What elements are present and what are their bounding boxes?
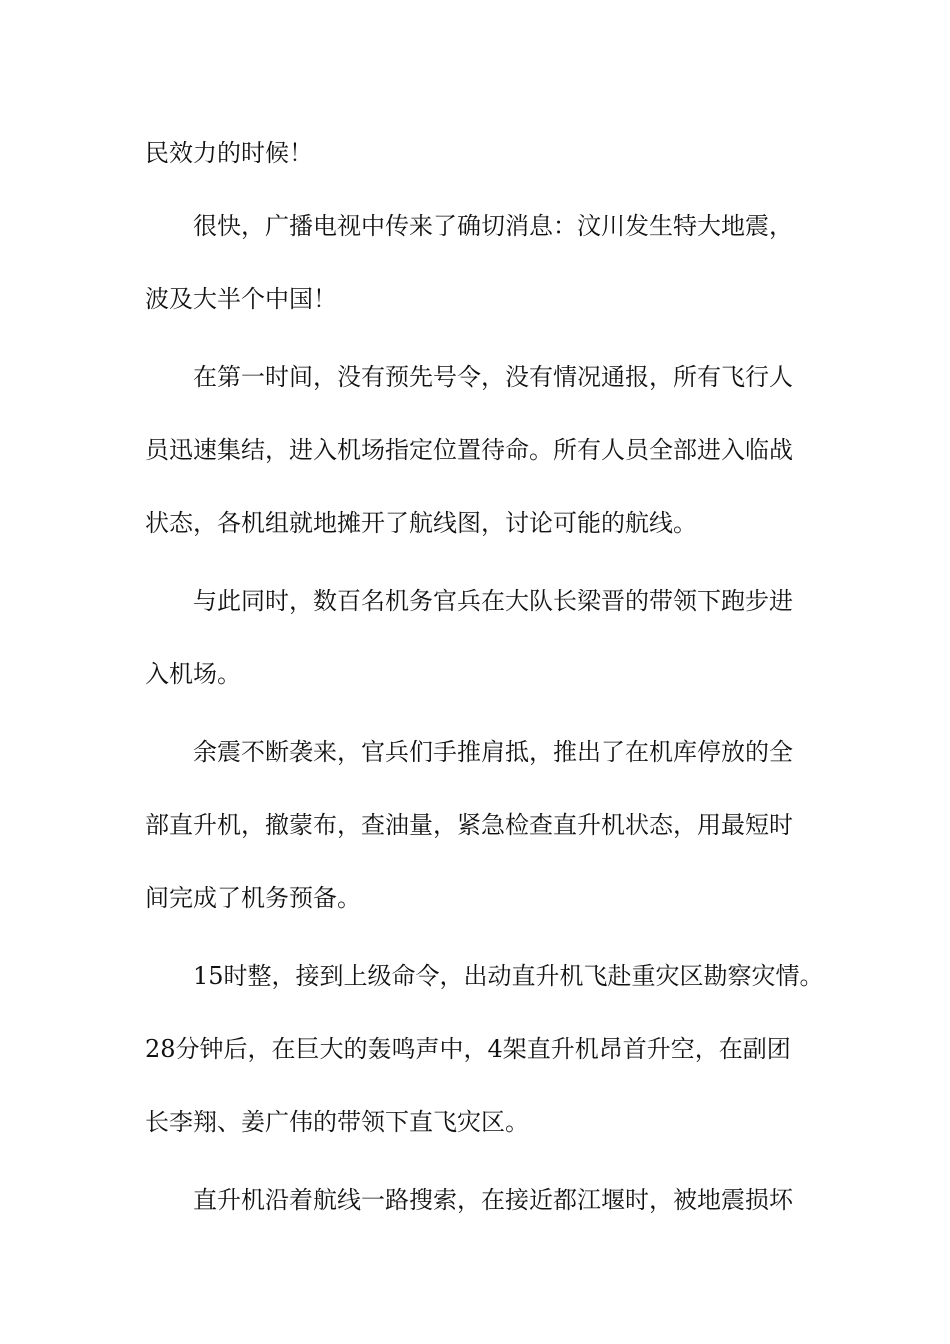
- paragraph-first-line: 与此同时，数百名机务官兵在大队长梁晋的带领下跑步进: [193, 587, 793, 615]
- text-line: 部直升机，撤蒙布，查油量，紧急检查直升机状态，用最短时: [145, 811, 793, 839]
- text-line: 长李翔、姜广伟的带领下直飞灾区。: [145, 1108, 529, 1136]
- text-line: 民效力的时候！: [145, 139, 313, 167]
- paragraph-first-line: 很快，广播电视中传来了确切消息：汶川发生特大地震，: [193, 212, 793, 240]
- text-line: 28分钟后，在巨大的轰鸣声中，4架直升机昂首升空，在副团: [145, 1035, 791, 1063]
- paragraph-first-line: 直升机沿着航线一路搜索，在接近都江堰时，被地震损坏: [193, 1186, 793, 1214]
- text-line: 员迅速集结，进入机场指定位置待命。所有人员全部进入临战: [145, 436, 793, 464]
- paragraph-first-line: 15时整，接到上级命令，出动直升机飞赴重灾区勘察灾情。: [193, 962, 824, 990]
- text-line: 入机场。: [145, 660, 241, 688]
- paragraph-first-line: 在第一时间，没有预先号令，没有情况通报，所有飞行人: [193, 363, 793, 391]
- text-line: 间完成了机务预备。: [145, 884, 361, 912]
- text-line: 波及大半个中国！: [145, 285, 337, 313]
- paragraph-first-line: 余震不断袭来，官兵们手推肩抵，推出了在机库停放的全: [193, 738, 793, 766]
- text-line: 状态，各机组就地摊开了航线图，讨论可能的航线。: [145, 509, 697, 537]
